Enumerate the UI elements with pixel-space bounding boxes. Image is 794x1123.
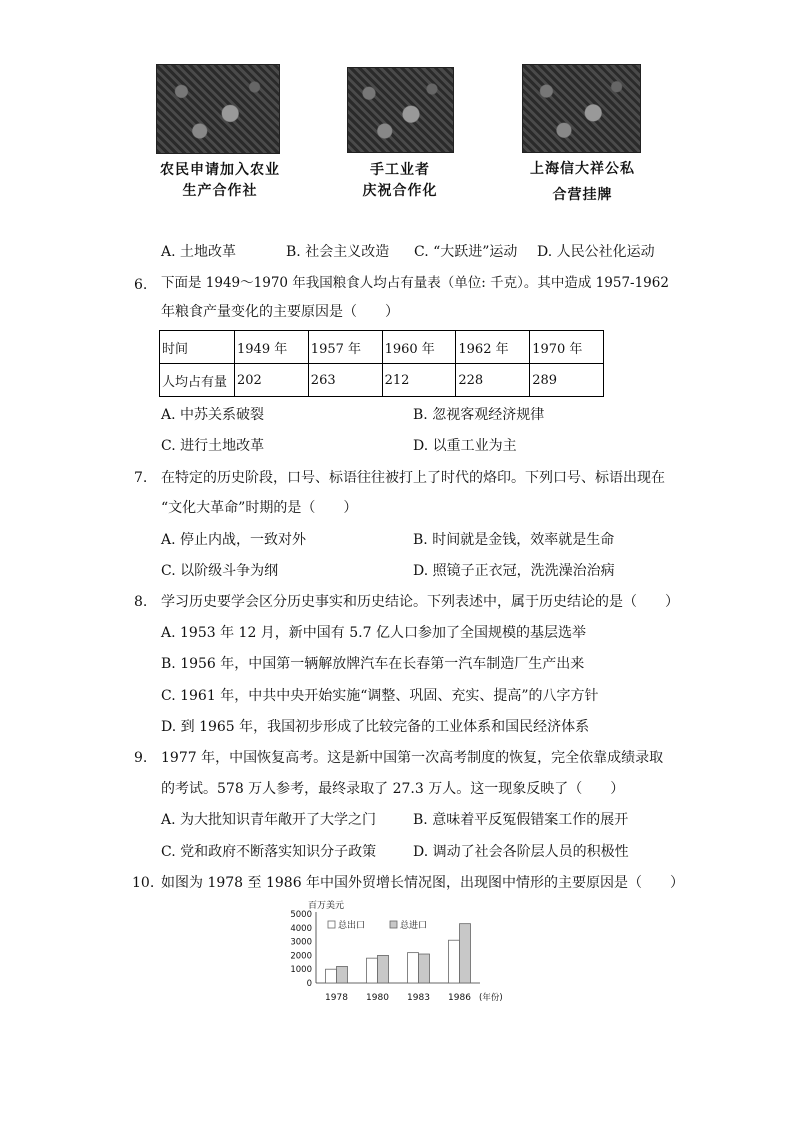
table-cell: 时间 (160, 331, 235, 364)
y-tick-label: 3000 (290, 937, 312, 948)
x-tick-label: 1980 (366, 993, 389, 1003)
y-tick-label: 1000 (290, 965, 312, 976)
y-tick-label: 5000 (290, 910, 312, 920)
table-header-row (160, 331, 604, 364)
photo-shanghai-joint-venture (522, 64, 641, 153)
caption-1-line-2: 生产合作社 (182, 183, 258, 199)
trade-chart (280, 896, 520, 1012)
q9-stem-line-1: 1977 年，中国恢复高考。这是新中国第一次高考制度的恢复，完全依靠成绩录取 (161, 750, 664, 766)
caption-3-line-1: 上海信大祥公私 (530, 161, 635, 177)
q6-stem-line-1: 下面是 1949～1970 年我国粮食人均占有量表（单位: 千克）。其中造成 1957-1962 (161, 275, 669, 291)
table-cell: 1970 年 (530, 331, 604, 364)
q7-option-b[interactable]: B. 时间就是金钱，效率就是生命 (413, 532, 615, 548)
q9-stem-line-2: 的考试。578 万人参考，最终录取了 27.3 万人。这一现象反映了（ ） (161, 781, 625, 797)
y-tick-label: 2000 (290, 951, 312, 962)
table-cell: 1962 年 (456, 331, 530, 364)
table-cell: 263 (308, 364, 382, 397)
legend-swatch (390, 921, 397, 928)
q7-option-a[interactable]: A. 停止内战，一致对外 (161, 532, 307, 548)
x-tick-label: 1978 (325, 993, 348, 1003)
caption-2-line-1: 手工业者 (370, 162, 430, 178)
bar-import-1983 (419, 954, 430, 983)
q7-stem-line-1: 在特定的历史阶段，口号、标语往往被打上了时代的烙印。下列口号、标语出现在 (161, 470, 665, 486)
caption-1-line-1: 农民申请加入农业 (160, 162, 280, 178)
table-cell: 人均占有量 (160, 364, 235, 397)
q8-option-d[interactable]: D. 到 1965 年，我国初步形成了比较完备的工业体系和国民经济体系 (161, 719, 590, 735)
q5-option-a[interactable]: A. 土地改革 (161, 244, 237, 260)
q8-option-a[interactable]: A. 1953 年 12 月，新中国有 5.7 亿人口参加了全国规模的基层选举 (161, 625, 586, 641)
table-cell: 228 (456, 364, 530, 397)
x-tick-label: 1986 (448, 993, 471, 1003)
bar-export-1986 (449, 940, 460, 983)
legend-label: 总进口 (400, 921, 428, 931)
q9-number: 9. (134, 750, 148, 766)
q7-option-d[interactable]: D. 照镜子正衣冠，洗洗澡治治病 (413, 563, 615, 579)
q10-stem-line-1: 如图为 1978 至 1986 年中国外贸增长情况图，出现图中情形的主要原因是（ ） (161, 875, 685, 891)
q8-option-b[interactable]: B. 1956 年，中国第一辆解放牌汽车在长春第一汽车制造厂生产出来 (161, 656, 585, 672)
photo-farmers-cooperative (156, 64, 280, 154)
table-cell: 1949 年 (235, 331, 309, 364)
q7-stem-line-2: “文化大革命”时期的是（ ） (161, 500, 358, 516)
x-axis-title: (年份) (479, 993, 503, 1003)
bar-import-1986 (460, 924, 471, 983)
q8-number: 8. (134, 594, 148, 610)
table-cell: 1957 年 (308, 331, 382, 364)
q6-stem-line-2: 年粮食产量变化的主要原因是（ ） (161, 304, 399, 320)
q5-option-b[interactable]: B. 社会主义改造 (286, 244, 390, 260)
q6-option-c[interactable]: C. 进行土地改革 (161, 438, 265, 454)
q9-option-c[interactable]: C. 党和政府不断落实知识分子政策 (161, 844, 377, 860)
q5-option-d[interactable]: D. 人民公社化运动 (537, 244, 655, 260)
caption-3 (510, 156, 655, 208)
q7-number: 7. (134, 470, 148, 486)
bar-import-1978 (337, 966, 348, 983)
table-cell: 1960 年 (382, 331, 456, 364)
bar-export-1978 (326, 969, 337, 983)
y-axis-title: 百万美元 (308, 901, 345, 911)
caption-1 (140, 160, 300, 202)
bar-export-1983 (408, 953, 419, 983)
x-tick-label: 1983 (407, 993, 430, 1003)
q6-number: 6. (134, 277, 148, 293)
y-tick-label: 4000 (290, 923, 312, 934)
q6-option-d[interactable]: D. 以重工业为主 (413, 438, 517, 454)
y-tick-label: 0 (306, 979, 312, 989)
q7-option-c[interactable]: C. 以阶级斗争为纲 (161, 563, 279, 579)
caption-2 (330, 160, 470, 202)
q6-option-a[interactable]: A. 中苏关系破裂 (161, 407, 265, 423)
q6-option-b[interactable]: B. 忽视客观经济规律 (413, 407, 545, 423)
q8-option-c[interactable]: C. 1961 年，中共中央开始实施“调整、巩固、充实、提高”的八字方针 (161, 688, 599, 704)
caption-2-line-2: 庆祝合作化 (362, 183, 438, 199)
legend-label: 总出口 (338, 921, 366, 931)
bar-import-1980 (378, 955, 389, 983)
q5-option-c[interactable]: C. “大跃进”运动 (414, 244, 518, 260)
photo-handicraft-cooperative (347, 67, 454, 153)
grain-table (159, 330, 604, 397)
table-cell: 289 (530, 364, 604, 397)
q9-option-a[interactable]: A. 为大批知识青年敞开了大学之门 (161, 812, 377, 828)
q9-option-d[interactable]: D. 调动了社会各阶层人员的积极性 (413, 844, 629, 860)
table-cell: 212 (382, 364, 456, 397)
caption-3-line-2: 合营挂牌 (552, 187, 613, 203)
q9-option-b[interactable]: B. 意味着平反冤假错案工作的展开 (413, 812, 629, 828)
table-cell: 202 (235, 364, 309, 397)
bar-export-1980 (367, 958, 378, 983)
q8-stem-line-1: 学习历史要学会区分历史事实和历史结论。下列表述中，属于历史结论的是（ ） (161, 594, 679, 610)
q10-number: 10. (132, 875, 155, 891)
table-row (160, 364, 604, 397)
legend-swatch (328, 921, 335, 928)
